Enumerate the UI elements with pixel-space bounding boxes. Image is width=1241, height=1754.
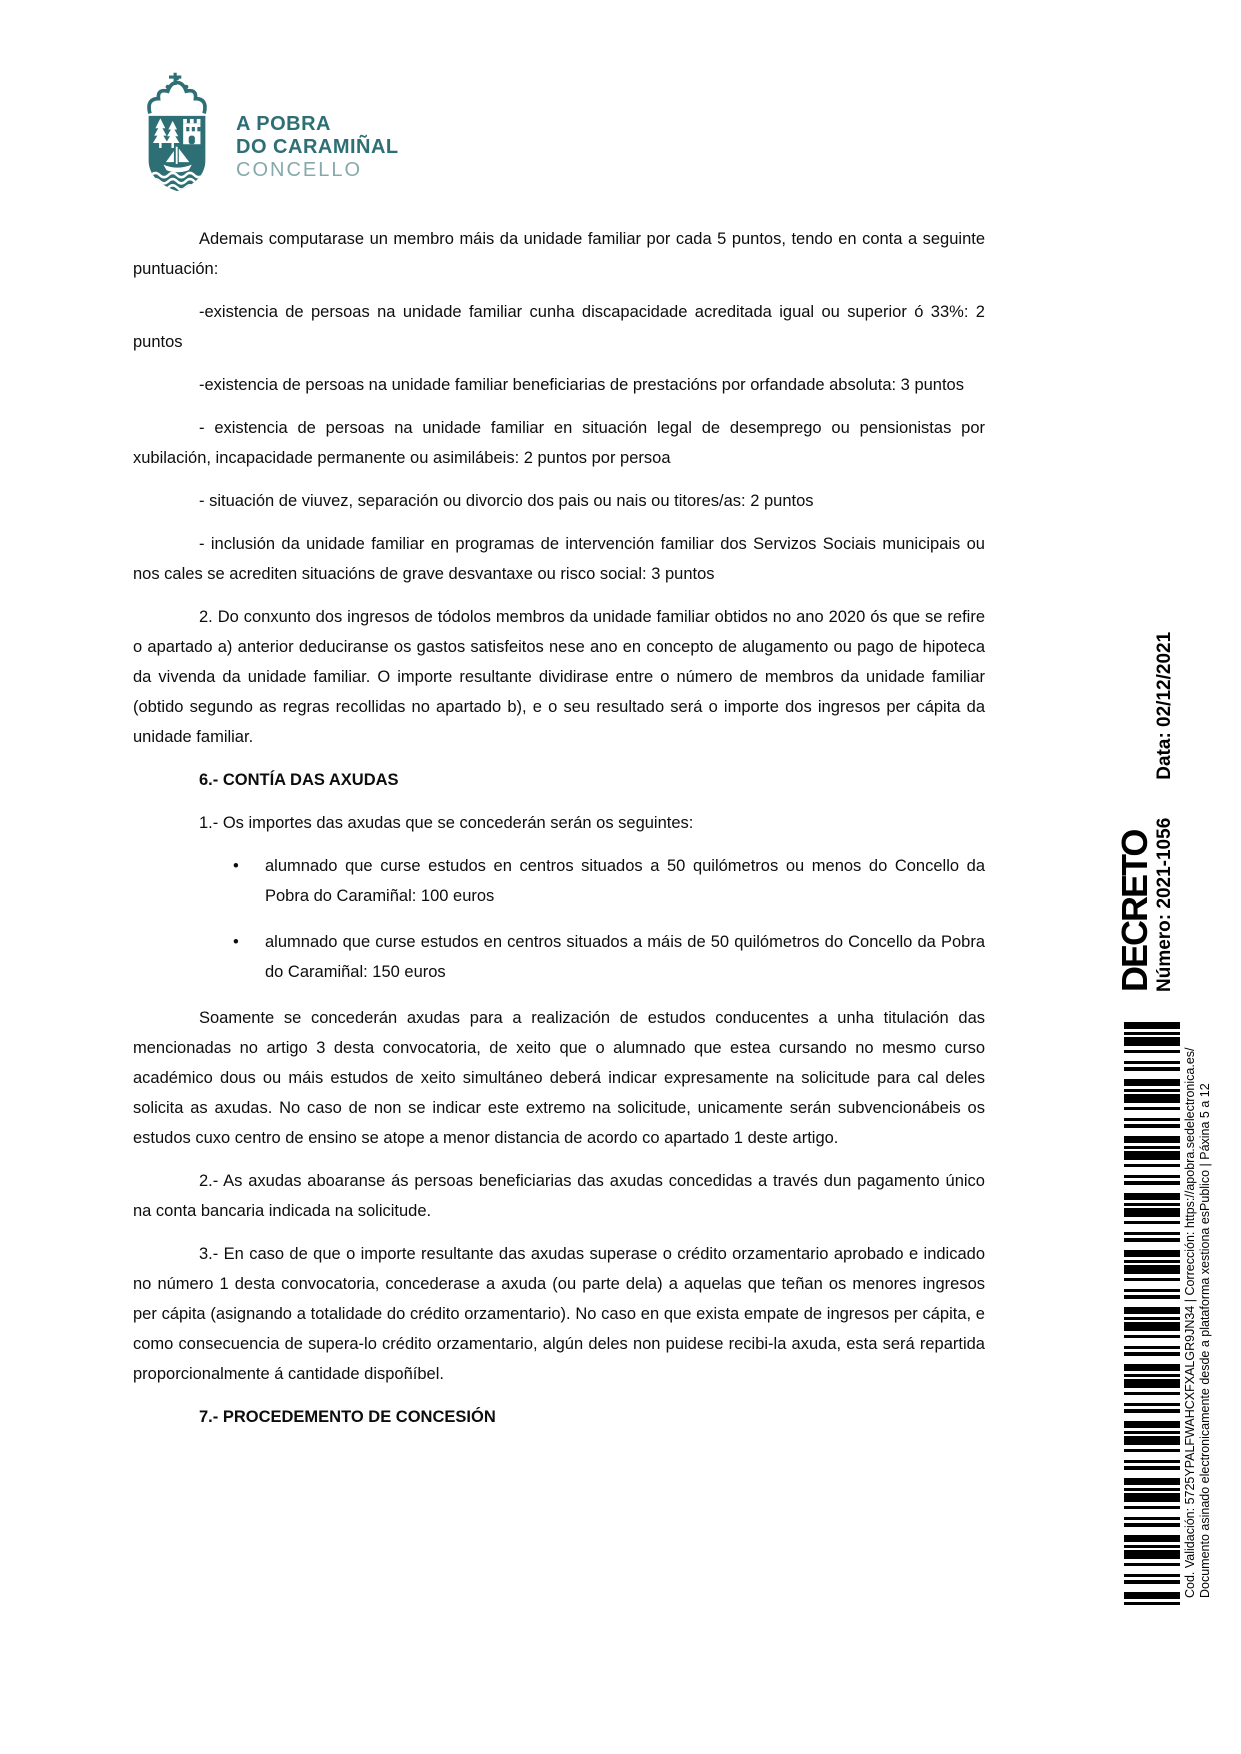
list-item-dash: -existencia de persoas na unidade familiar beneficiarias de prestacións por orfandade absoluta: 3 puntos	[199, 376, 964, 394]
decree-type-label: DECRETO	[1114, 830, 1155, 992]
bullet-item: • alumnado que curse estudos en centros situados a 50 quilómetros ou menos do Concello da Pobra do Caramiñal: 100 euros	[133, 851, 985, 911]
barcode-icon	[1124, 1022, 1180, 1606]
list-item-dash: - inclusión da unidade familiar en programas de intervención familiar dos Servizos Sociais municipais ou nos cales se acrediten situacións de grave desvantaxe ou risco social: 3 puntos	[133, 535, 985, 583]
validation-code-line: Cod. Validación: 5725YPALFWAHCXFXALGR9JN34 | Corrección: https://apobra.sedelectronica.es/	[1183, 1047, 1197, 1598]
paragraph: 1.- Os importes das axudas que se concederán serán os seguintes:	[199, 814, 694, 832]
decree-meta	[1154, 631, 1176, 992]
list-item-dash: - situación de viuvez, separación ou divorcio dos pais ou nais ou titores/as: 2 puntos	[199, 492, 814, 510]
paragraph: Ademais computarase un membro máis da unidade familiar por cada 5 puntos, tendo en conta a seguinte puntuación:	[133, 230, 985, 278]
signature-platform-line: Documento asinado electronicamente desde a plataforma xestiona esPublico | Páxina 5 a 12	[1198, 1083, 1212, 1598]
logo-line-1: A POBRA	[236, 113, 331, 135]
decree-number: Número: 2021-1056	[1154, 817, 1175, 992]
municipality-name	[236, 113, 399, 182]
decree-sidebar	[1114, 631, 1176, 992]
section-heading-7: 7.- PROCEDEMENTO DE CONCESIÓN	[199, 1408, 496, 1426]
logo-subtitle: CONCELLO	[236, 159, 363, 181]
logo-line-2: DO CARAMIÑAL	[236, 136, 399, 158]
paragraph: Soamente se concederán axudas para a realización de estudos conducentes a unha titulación das mencionadas no artigo 3 desta convocatoria, de xeito que o alumnado que estea cursando no mesmo curso académico dous ou máis estudos de xeito simultáneo deberá indicar expresamente na solicitude para cal deles solicita as axudas. No caso de non se indicar este extremo na solicitude, unicamente serán subvencionábeis os estudos cuxo centro de ensino se atope a menor distancia de acordo co apartado 1 deste artigo.	[133, 1009, 985, 1147]
paragraph: 2. Do conxunto dos ingresos de tódolos membros da unidade familiar obtidos no ano 2020 ós que se refire o apartado a) anterior deduciranse os gastos satisfeitos nese ano en concepto de alugamento ou pago de hipoteca da vivenda da unidade familiar. O importe resultante dividirase entre o número de membros da unidade familiar (obtido segundo as regras recollidas no apartado b), e o seu resultado será o importe dos ingresos per cápita da unidade familiar.	[133, 608, 985, 746]
coat-of-arms-icon	[140, 66, 214, 204]
list-item-dash: - existencia de persoas na unidade familiar en situación legal de desemprego ou pensionistas por xubilación, incapacidade permanente ou asimilábeis: 2 puntos por persoa	[133, 419, 985, 467]
decree-date: Data: 02/12/2021	[1154, 631, 1175, 780]
bullet-item: • alumnado que curse estudos en centros situados a máis de 50 quilómetros do Concello da Pobra do Caramiñal: 150 euros	[133, 927, 985, 987]
paragraph: 3.- En caso de que o importe resultante das axudas superase o crédito orzamentario aprobado e indicado no número 1 desta convocatoria, concederase a axuda (ou parte dela) a aquelas que teñan os menores ingresos per cápita (asignando a totalidade do crédito orzamentario). No caso en que exista empate de ingresos per cápita, e como consecuencia de supera-lo crédito orzamentario, algún deles non puidese recibi-la axuda, esta será repartida proporcionalmente á cantidade dispoñíbel.	[133, 1245, 985, 1383]
document-body	[133, 224, 985, 1445]
validation-footer	[1183, 1047, 1213, 1598]
list-item-dash: -existencia de persoas na unidade familiar cunha discapacidade acreditada igual ou superior ó 33%: 2 puntos	[133, 303, 985, 351]
paragraph: 2.- As axudas aboaranse ás persoas beneficiarias das axudas concedidas a través dun pagamento único na conta bancaria indicada na solicitude.	[133, 1172, 985, 1220]
section-heading-6: 6.- CONTÍA DAS AXUDAS	[199, 771, 399, 789]
municipality-logo	[140, 66, 399, 204]
